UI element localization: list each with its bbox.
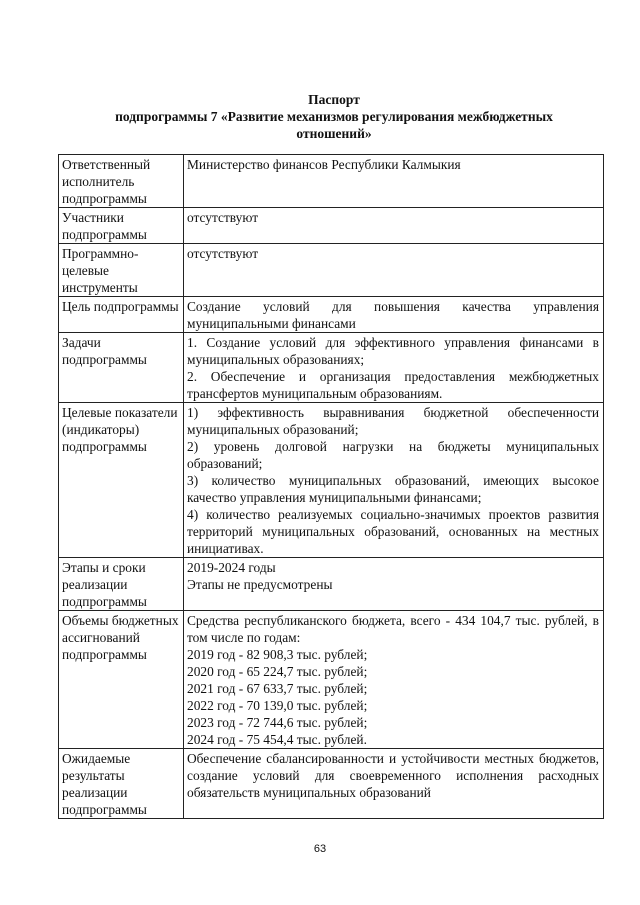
- table-row: [59, 155, 604, 208]
- row-value-line: 3) количество муниципальных образований, имеющих высокое качество управления муниципальными финансами;: [187, 473, 599, 505]
- row-label: Ожидаемые результаты реализации подпрограммы: [59, 749, 184, 819]
- document-subtitle-line-1: подпрограммы 7 «Развитие механизмов регулирования межбюджетных: [115, 109, 553, 124]
- row-value-line: 1. Создание условий для эффективного управления финансами в муниципальных образованиях;: [187, 335, 599, 367]
- row-value-line: 2021 год - 67 633,7 тыс. рублей;: [187, 681, 368, 696]
- document-header: [60, 91, 608, 142]
- row-value-line: отсутствуют: [187, 210, 259, 225]
- row-value: [184, 333, 604, 403]
- table-row: [59, 208, 604, 244]
- row-value-line: Создание условий для повышения качества управления муниципальными финансами: [187, 299, 599, 331]
- row-value-line: 2019-2024 годы: [187, 560, 276, 575]
- table-row: [59, 244, 604, 297]
- row-label: Ответственный исполнитель подпрограммы: [59, 155, 184, 208]
- table-row: [59, 403, 604, 558]
- table-row: [59, 611, 604, 749]
- row-value: [184, 611, 604, 749]
- document-title: Паспорт: [308, 92, 360, 107]
- row-value-line: Обеспечение сбалансированности и устойчивости местных бюджетов, создание условий для своевременного исполнения расходных обязательств муниципальных образований: [187, 751, 599, 800]
- row-value-line: 2019 год - 82 908,3 тыс. рублей;: [187, 647, 368, 662]
- row-value-line: 2) уровень долговой нагрузки на бюджеты муниципальных образований;: [187, 439, 599, 471]
- row-value-line: Министерство финансов Республики Калмыкия: [187, 157, 461, 172]
- row-label: Участники подпрограммы: [59, 208, 184, 244]
- table-row: [59, 297, 604, 333]
- row-value-line: 2. Обеспечение и организация предоставления межбюджетных трансфертов муниципальным образованиям.: [187, 369, 599, 401]
- table-row: [59, 749, 604, 819]
- row-value: [184, 749, 604, 819]
- row-value: [184, 244, 604, 297]
- row-value-line: Средства республиканского бюджета, всего - 434 104,7 тыс. рублей, в том числе по годам:: [187, 613, 599, 645]
- row-value-line: отсутствуют: [187, 246, 259, 261]
- row-label: Этапы и сроки реализации подпрограммы: [59, 558, 184, 611]
- row-label: Задачи подпрограммы: [59, 333, 184, 403]
- row-value-line: 2023 год - 72 744,6 тыс. рублей;: [187, 715, 368, 730]
- passport-table: [58, 154, 604, 819]
- row-value: [184, 297, 604, 333]
- document-subtitle-line-2: отношений»: [296, 126, 372, 141]
- row-label: Программно-целевые инструменты: [59, 244, 184, 297]
- row-value-line: 1) эффективность выравнивания бюджетной обеспеченности муниципальных образований;: [187, 405, 599, 437]
- row-value-line: 4) количество реализуемых социально-значимых проектов развития территорий муниципальных образований, основанных на местных инициативах.: [187, 507, 599, 556]
- row-label: Целевые показатели (индикаторы) подпрограммы: [59, 403, 184, 558]
- row-value-line: Этапы не предусмотрены: [187, 577, 333, 592]
- row-value-line: 2020 год - 65 224,7 тыс. рублей;: [187, 664, 368, 679]
- row-label: Цель подпрограммы: [59, 297, 184, 333]
- row-value: [184, 403, 604, 558]
- row-value: [184, 208, 604, 244]
- page-number: 63: [313, 843, 327, 855]
- table-row: [59, 333, 604, 403]
- row-value-line: 2024 год - 75 454,4 тыс. рублей.: [187, 732, 367, 747]
- row-value: [184, 155, 604, 208]
- row-value: [184, 558, 604, 611]
- table-row: [59, 558, 604, 611]
- row-value-line: 2022 год - 70 139,0 тыс. рублей;: [187, 698, 368, 713]
- row-label: Объемы бюджетных ассигнований подпрограммы: [59, 611, 184, 749]
